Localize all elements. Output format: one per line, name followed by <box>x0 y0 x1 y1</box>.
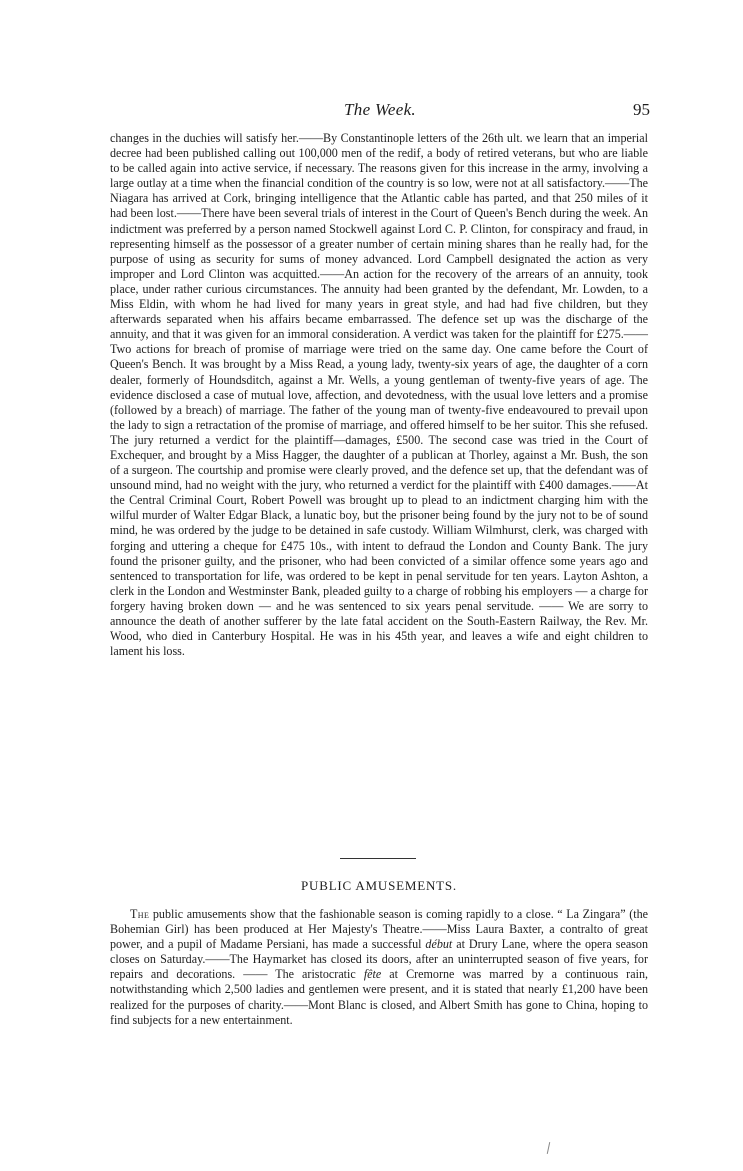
news-paragraph: changes in the duchies will satisfy her.——By Constantinople letters of the 26th ult. we learn that an imperial decree had been published calling out 100,000 men of the redif, a body of retired veterans, but who are liable to be called again into active service, if necessary. The reasons given for this increase in the army, involving a large outlay at a time when the financial condition of the country is so low, were not at all satisfactory.——The Niagara has arrived at Cork, bringing intelligence that the Atlantic cable has parted, and that 250 miles of it had been lost.——There have been several trials of interest in the Court of Queen's Bench during the week. An indictment was preferred by a person named Stockwell against Lord C. P. Clinton, for conspiracy and fraud, in representing himself as the possessor of a greater number of certain mining shares than he really had, for the purpose of using as security for sums of money advanced. Lord Campbell designated the action as very improper and Lord Clinton was acquitted.——An action for the recovery of the arrears of an annuity, took place, under rather curious circumstances. The annuity had been granted by the defendant, Mr. Lowden, to a Miss Eldin, with whom he had lived for many years in great style, and had had five children, but they afterwards separated when his affairs became embarrassed. The defence set up was the discharge of the annuity, and that it was given for an immoral consideration. A verdict was taken for the plaintiff for £275.——Two actions for breach of promise of marriage were tried on the same day. One came before the Court of Queen's Bench. It was brought by a Miss Read, a young lady, twenty-six years of age, the daughter of a corn dealer, formerly of Houndsditch, against a Mr. Wells, a young gentleman of twenty-five years of age. The evidence disclosed a case of mutual love, affection, and devotedness, with the usual love letters and a promise (followed by a breach) of marriage. The father of the young man of twenty-five endeavoured to prevail upon the lady to sign a retractation of the promise of marriage, and offered himself to be her suitor. This she refused. The jury returned a verdict for the plaintiff—damages, £500. The second case was tried in the Court of Exchequer, and brought by a Miss Hagger, the daughter of a publican at Thorley, against a Mr. Bush, the son of a surgeon. The courtship and promise were clearly proved, and the defence set up, that the defendant was of unsound mind, had no weight with the jury, who returned a verdict for the plaintiff with £400 damages.——At the Central Criminal Court, Robert Powell was brought up to plead to an indictment charging him with the wilful murder of Walter Edgar Black, a lunatic boy, but the prisoner being found by the jury not to be of sound mind, he was ordered by the judge to be detained in safe custody. William Wilmhurst, clerk, was charged with forging and uttering a cheque for £475 10s., with intent to defraud the London and County Bank. The jury found the prisoner guilty, and the prisoner, who had been convicted of a similar offence some years ago and sentenced to transportation for life, was ordered to be kept in penal servitude for ten years. Layton Ashton, a clerk in the London and Westminster Bank, pleaded guilty to a charge of robbing his employers — a charge for forgery having broken down — and he was sentenced to six years penal servitude. —— We are sorry to announce the death of another sufferer by the late fatal accident on the South-Eastern Railway, the Rev. Mr. Wood, who died in Canterbury Hospital. He was in his 45th year, and leaves a wife and eight children to lament his loss. <box>110 131 648 659</box>
running-title: The Week. <box>344 100 416 119</box>
fete-word: fête <box>363 967 382 982</box>
running-head <box>110 100 650 124</box>
amusements-text-2: at Drury Lane, where the opera season closes on Saturday.——The Haymarket has closed its doors, after an uninterrupted season of five years, for repairs and decorations. —— The aristocratic <box>110 937 648 982</box>
page-number: 95 <box>633 100 650 119</box>
debut-word: début <box>425 937 453 952</box>
news-column <box>110 131 648 659</box>
amusements-text-3: at Cremorne was marred by a continuous rain, notwithstanding which 2,500 ladies and gentlemen were present, and it is stated that nearly £1,200 have been realized for the purposes of charity.——Mont Blanc is closed, and Albert Smith has gone to China, hoping to find subjects for a new entertainment. <box>110 967 649 1027</box>
amusements-paragraph <box>110 907 648 1028</box>
amusements-column <box>110 907 648 1028</box>
amusements-text-1: public amusements show that the fashionable season is coming rapidly to a close. “ La Zingara” (the Bohemian Girl) has been produced at Her Majesty's Theatre.——Miss Laura Baxter, a contralto of great power, and a pupil of Madame Persiani, has made a successful <box>110 907 648 952</box>
section-divider <box>340 858 416 859</box>
margin-pencil-mark <box>547 1142 550 1154</box>
paragraph-lead-word: The <box>130 907 150 921</box>
public-amusements-heading: PUBLIC AMUSEMENTS. <box>301 878 457 893</box>
